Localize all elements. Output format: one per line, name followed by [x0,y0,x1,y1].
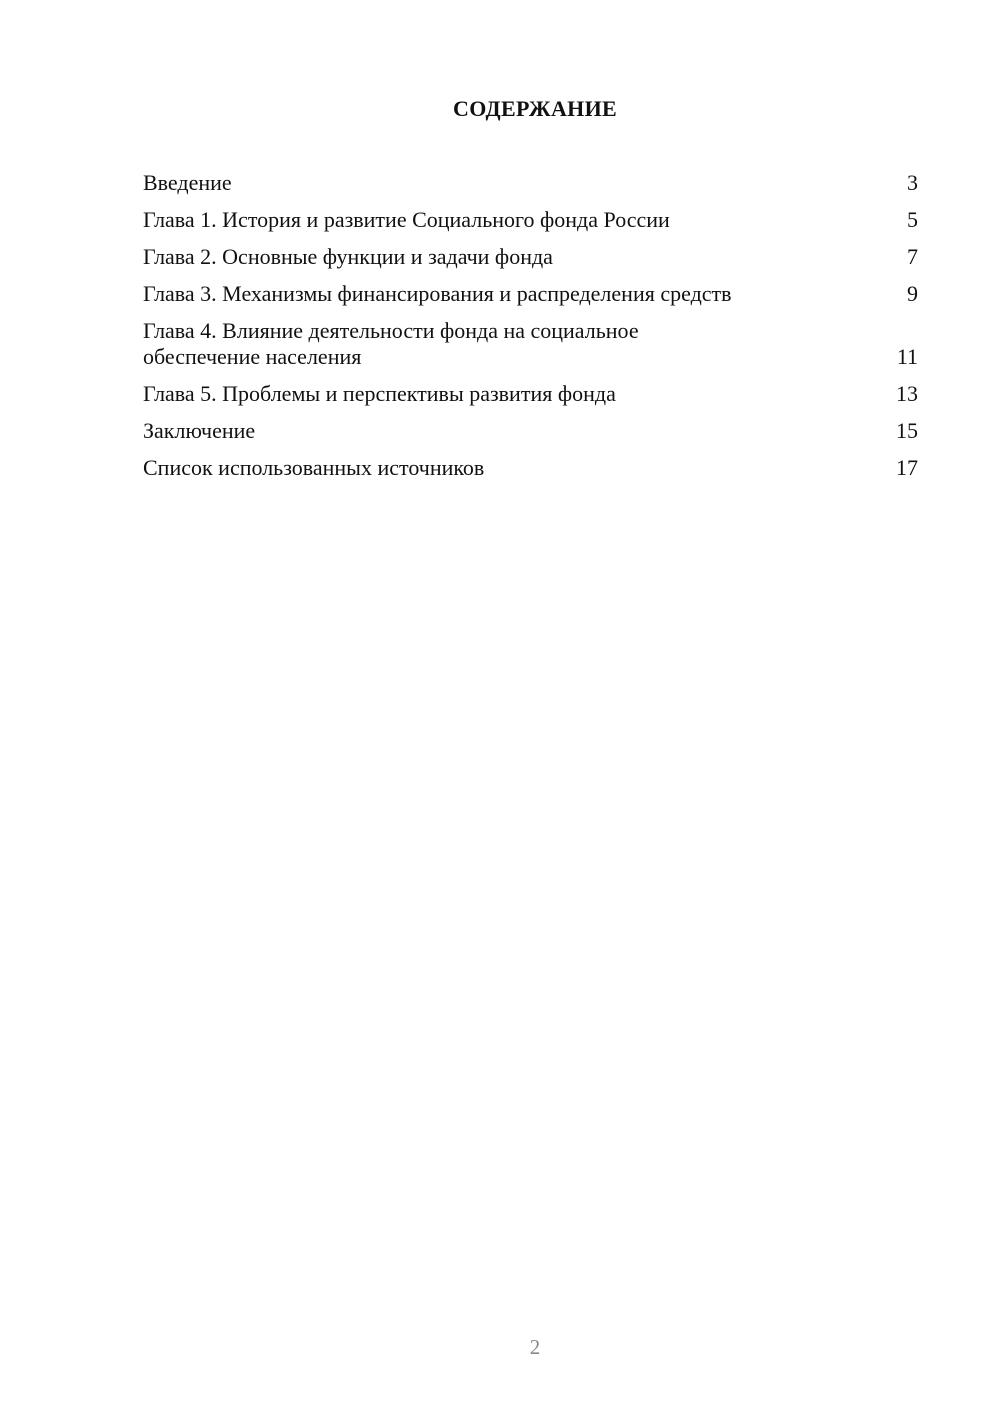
toc-entry [143,207,918,233]
toc-entry-page: 17 [896,455,918,480]
toc-entry-page: 13 [896,381,918,406]
toc-entry [143,281,918,307]
page-title: СОДЕРЖАНИЕ [453,96,617,121]
page-number: 2 [529,1335,541,1359]
toc-entry [143,418,918,444]
toc-entry-page: 9 [907,281,918,306]
toc-entry-page: 11 [896,344,918,369]
toc-entry-label: Глава 3. Механизмы финансирования и распределения средств [143,281,732,306]
toc-entry-label: Глава 1. История и развитие Социального фонда России [143,207,670,232]
table-of-contents [143,170,918,492]
toc-entry [143,170,918,196]
toc-entry-label: Введение [143,170,232,195]
toc-entry [143,318,918,370]
toc-entry-label: Глава 4. Влияние деятельности фонда на социальное обеспечение населения [143,318,639,369]
toc-entry [143,455,918,481]
toc-entry-page: 5 [907,207,918,232]
toc-entry [143,381,918,407]
toc-entry-label: Глава 5. Проблемы и перспективы развития фонда [143,381,616,406]
toc-entry-page: 7 [907,244,918,269]
toc-entry-label: Список использованных источников [143,455,485,480]
toc-entry [143,244,918,270]
toc-entry-page: 3 [907,170,918,195]
toc-entry-page: 15 [896,418,918,443]
toc-entry-label: Заключение [143,418,256,443]
toc-entry-label: Глава 2. Основные функции и задачи фонда [143,244,553,269]
